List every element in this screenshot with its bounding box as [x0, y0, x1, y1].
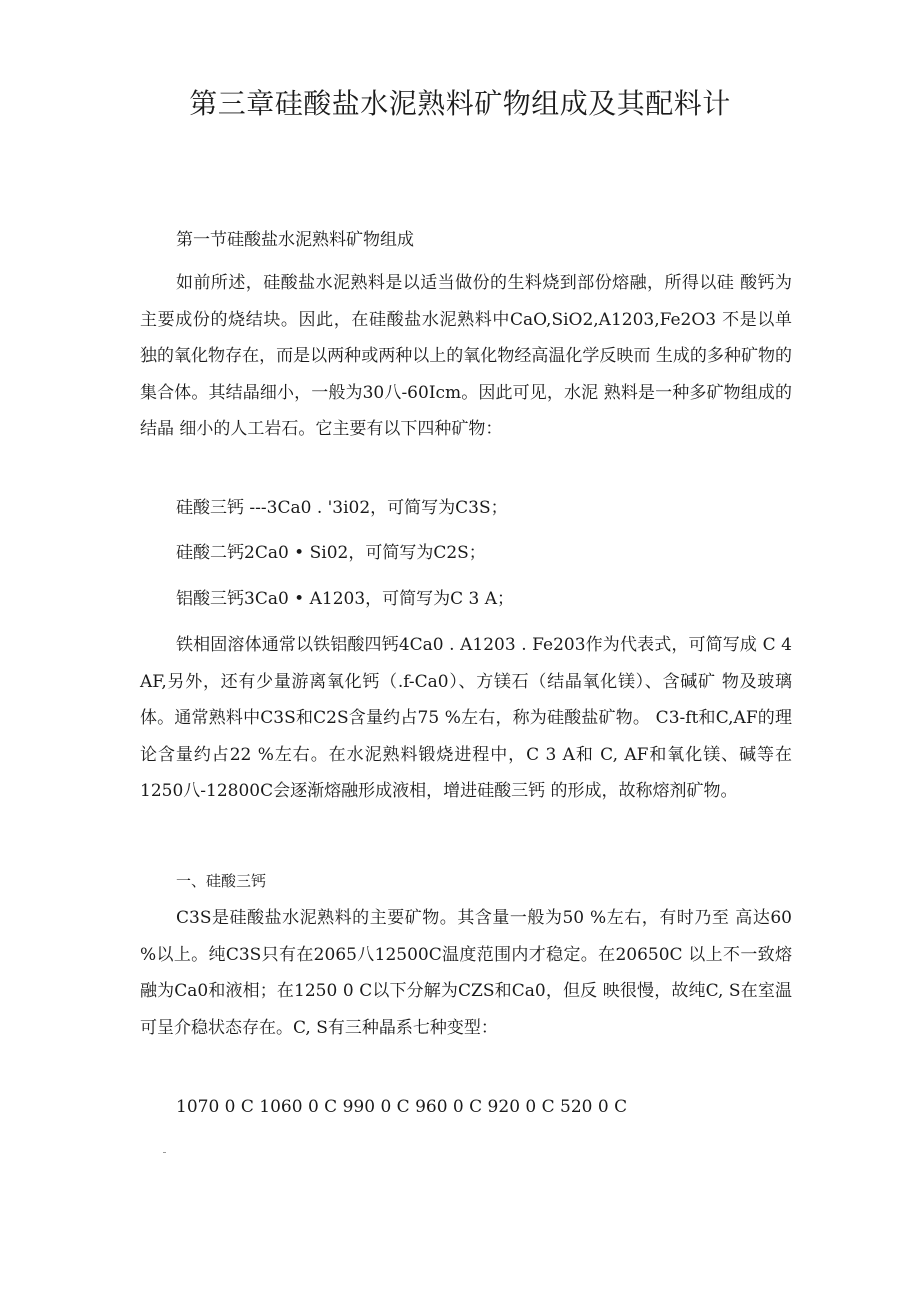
page-title: 第三章硅酸盐水泥熟料矿物组成及其配料计: [189, 87, 731, 120]
c3s-paragraph: C3S是硅酸盐水泥熟料的主要矿物。其含量一般为50 %左右，有时乃至 高达60 %以上。纯C3S只有在2065八12500C温度范围内才稳定。在20650C 以上不一致熔融为Ca0和液相；在1250 0 C以下分解为CZS和Ca0，但反 映很慢，故纯C, S在室温可呈介稳状态存在。C, S有三种晶系七种变型：: [140, 908, 792, 1038]
mineral-c3s-line: 硅酸三钙 ---3Ca0 . '3i02，可简写为C3S；: [176, 498, 508, 518]
temperature-line: 1070 0 C 1060 0 C 990 0 C 960 0 C 920 0 C 520 0 C: [176, 1097, 628, 1117]
subsection-heading: 一、硅酸三钙: [176, 872, 267, 890]
intro-paragraph: 如前所述，硅酸盐水泥熟料是以适当做份的生料烧到部份熔融，所得以硅 酸钙为主要成份的烧结块。因此，在硅酸盐水泥熟料中CaO,SiO2,A1203,Fe2O3 不是以单独的氧化物存在，而是以两种或两种以上的氧化物经高温化学反映而 生成的多种矿物的集合体。其结晶细小，一般为30八-60Icm。因此可见，水泥 熟料是一种多矿物组成的结晶 细小的人工岩石。它主要有以下四种矿物：: [140, 273, 792, 439]
mineral-c3a-line: 铝酸三钙3Ca0 • A1203，可简写为C 3 A；: [176, 589, 515, 609]
section-heading: 第一节硅酸盐水泥熟料矿物组成: [176, 230, 414, 250]
ferrite-paragraph: 铁相固溶体通常以铁铝酸四钙4Ca0 . A1203 . Fe203作为代表式，可简写成 C 4 AF,另外，还有少量游离氧化钙（.f-Ca0）、方镁石（结晶氧化镁）、含碱矿 物及玻璃体。通常熟料中C3S和C2S含量约占75 %左右，称为硅酸盐矿物。 C3-ft和C,AF的理论含量约占22 %左右。在水泥熟料锻烧进程中，C 3 A和 C, AF和氧化镁、碱等在1250八-12800C会逐渐熔融形成液相，增进硅酸三钙 的形成，故称熔剂矿物。: [140, 635, 792, 801]
stray-mark: [163, 1152, 166, 1153]
mineral-c2s-line: 硅酸二钙2Ca0 • Si02，可简写为C2S；: [176, 543, 486, 563]
